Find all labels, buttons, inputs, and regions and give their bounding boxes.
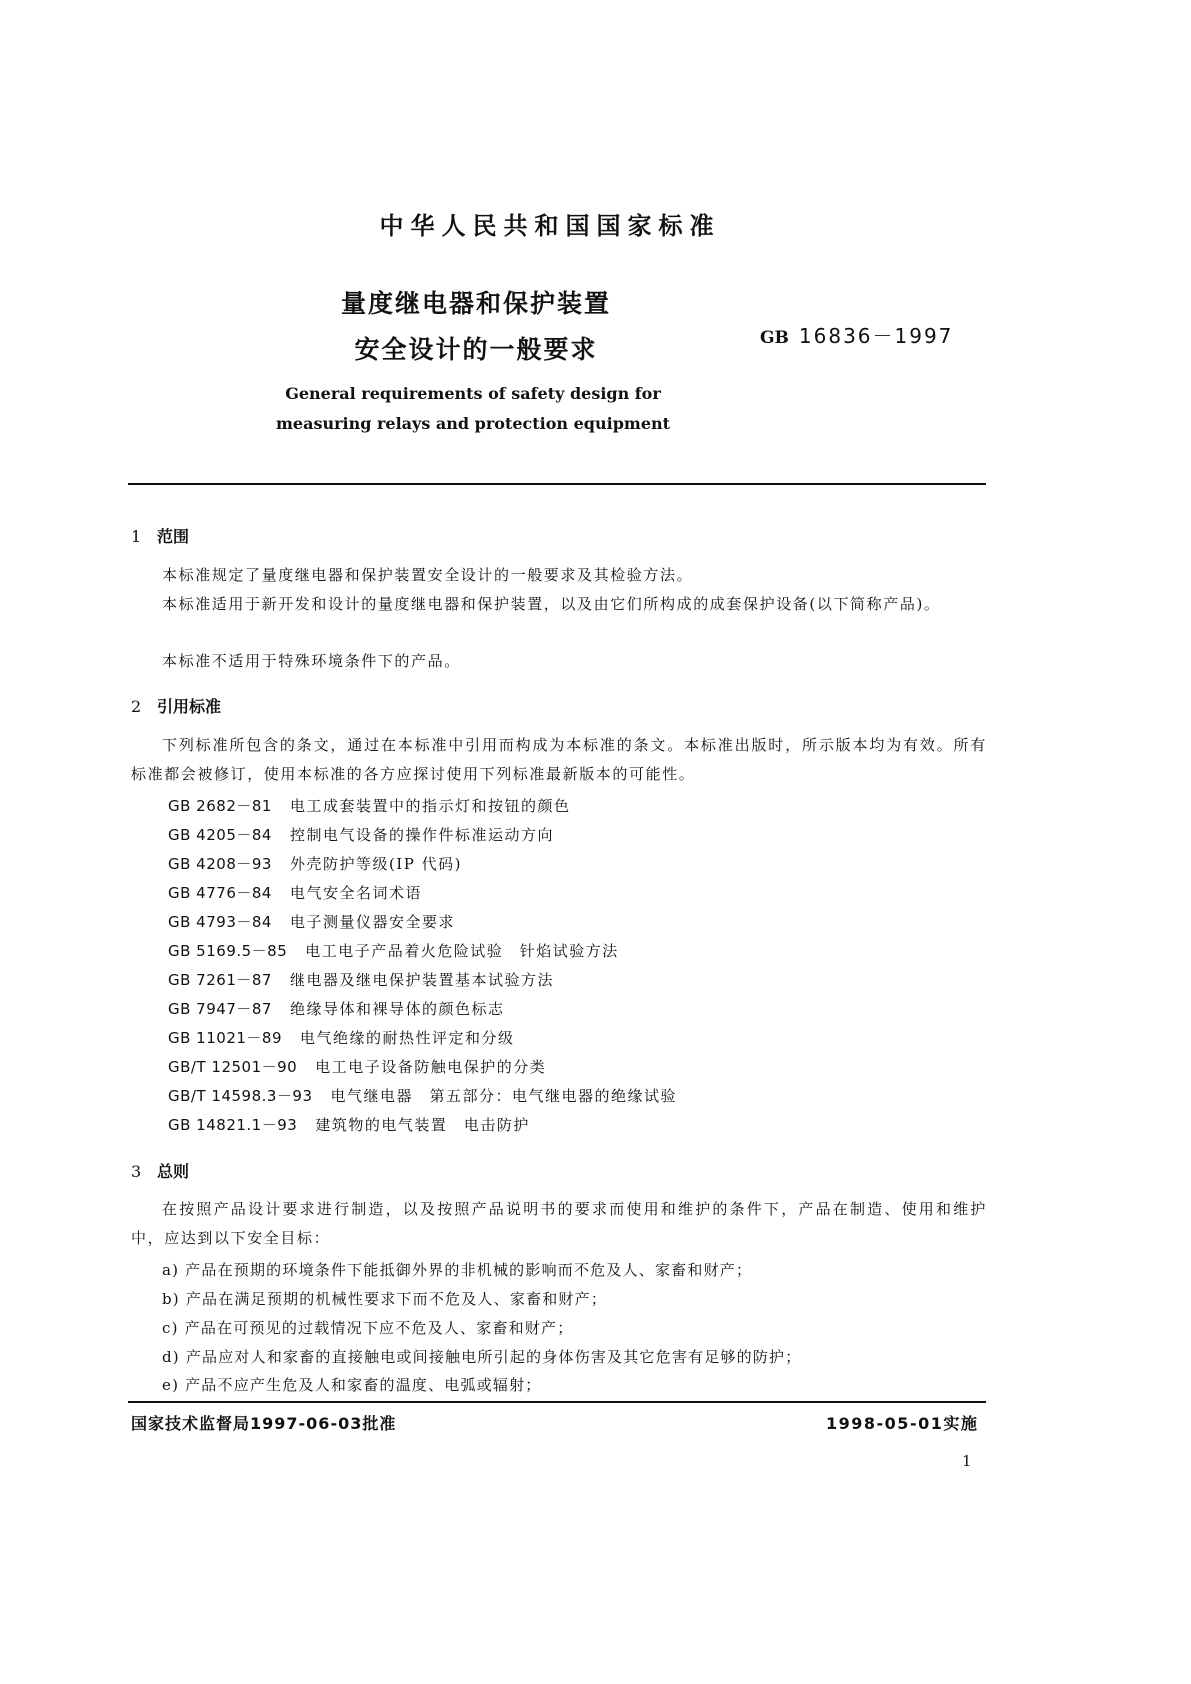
reference-item: [168, 853, 462, 874]
reference-item: [168, 824, 554, 845]
header-divider: [128, 483, 986, 485]
reference-title: 电工电子产品着火危险试验 针焰试验方法: [305, 942, 619, 960]
list-item: b) 产品在满足预期的机械性要求下而不危及人、家畜和财产；: [162, 1290, 608, 1308]
paragraph: 本标准适用于新开发和设计的量度继电器和保护装置，以及由它们所构成的成套保护设备(以下简称产品)。: [162, 595, 941, 613]
reference-item: [168, 940, 619, 961]
standard-title-line2: 安全设计的一般要求: [354, 335, 598, 364]
reference-code: GB 4205－84: [168, 826, 272, 844]
reference-code: GB 11021－89: [168, 1029, 282, 1047]
national-standard-header: 中华人民共和国国家标准: [379, 212, 721, 240]
standard-code-number: 16836－1997: [798, 324, 954, 348]
implementation-date: 1998-05-01实施: [826, 1414, 979, 1433]
section-heading-general: [131, 1159, 189, 1182]
reference-item: [168, 1056, 546, 1077]
reference-title: 电子测量仪器安全要求: [289, 913, 455, 931]
reference-item: [168, 1114, 530, 1135]
reference-item: [168, 998, 504, 1019]
reference-code: GB 2682－81: [168, 797, 272, 815]
list-item: c) 产品在可预见的过载情况下应不危及人、家畜和财产；: [162, 1319, 574, 1337]
paragraph: 下列标准所包含的条文，通过在本标准中引用而构成为本标准的条文。本标准出版时，所示版本均为有效。所有标准都会被修订，使用本标准的各方应探讨使用下列标准最新版本的可能性。: [131, 736, 987, 783]
reference-code: GB 7261－87: [168, 971, 272, 989]
section-number: 1: [131, 527, 142, 546]
reference-item: [168, 795, 570, 816]
reference-title: 外壳防护等级(IP 代码): [289, 855, 462, 873]
reference-code: GB 4793－84: [168, 913, 272, 931]
list-item: a) 产品在预期的环境条件下能抵御外界的非机械的影响而不危及人、家畜和财产；: [162, 1261, 753, 1279]
section-number: 3: [131, 1162, 142, 1181]
standard-title-line1: 量度继电器和保护装置: [340, 289, 611, 318]
reference-item: [168, 882, 422, 903]
reference-item: [168, 1027, 515, 1048]
reference-title: 电气绝缘的耐热性评定和分级: [300, 1029, 515, 1047]
footer-divider: [128, 1401, 986, 1403]
reference-item: [168, 1085, 677, 1106]
reference-code: GB 4776－84: [168, 884, 272, 902]
list-item: e) 产品不应产生危及人和家畜的温度、电弧或辐射；: [162, 1376, 542, 1394]
reference-item: [168, 911, 455, 932]
reference-title: 继电器及继电保护装置基本试验方法: [289, 971, 554, 989]
section-title: 总则: [157, 1162, 190, 1181]
list-item: d) 产品应对人和家畜的直接触电或间接触电所引起的身体伤害及其它危害有足够的防护；: [162, 1348, 802, 1366]
paragraph: 本标准规定了量度继电器和保护装置安全设计的一般要求及其检验方法。: [162, 566, 694, 584]
reference-code: GB 4208－93: [168, 855, 272, 873]
section-title: 范围: [157, 527, 190, 546]
reference-title: 电气安全名词术语: [289, 884, 422, 902]
section-heading-normative-references: [131, 694, 221, 717]
reference-title: 建筑物的电气装置 电击防护: [315, 1116, 530, 1134]
standard-code-prefix: GB: [760, 328, 789, 348]
paragraph: 本标准不适用于特殊环境条件下的产品。: [162, 652, 461, 670]
reference-title: 电工电子设备防触电保护的分类: [315, 1058, 547, 1076]
reference-item: [168, 969, 554, 990]
reference-code: GB 14821.1－93: [168, 1116, 298, 1134]
reference-title: 绝缘导体和裸导体的颜色标志: [289, 1000, 505, 1018]
section-title: 引用标准: [157, 697, 222, 716]
english-title-line2: measuring relays and protection equipment: [275, 414, 671, 433]
section-heading-scope: [131, 524, 189, 547]
reference-title: 电工成套装置中的指示灯和按钮的颜色: [289, 797, 571, 815]
reference-code: GB/T 12501－90: [168, 1058, 298, 1076]
page-number: 1: [962, 1452, 972, 1470]
reference-code: GB 7947－87: [168, 1000, 272, 1018]
paragraph: 在按照产品设计要求进行制造，以及按照产品说明书的要求而使用和维护的条件下，产品在制造、使用和维护中，应达到以下安全目标：: [131, 1200, 987, 1247]
section-number: 2: [131, 697, 142, 716]
reference-title: 控制电气设备的操作件标准运动方向: [289, 826, 554, 844]
reference-code: GB 5169.5－85: [168, 942, 288, 960]
standard-code: [760, 320, 953, 349]
english-title-line1: General requirements of safety design for: [285, 384, 661, 403]
reference-title: 电气继电器 第五部分：电气继电器的绝缘试验: [330, 1087, 678, 1105]
reference-code: GB/T 14598.3－93: [168, 1087, 313, 1105]
approval-date: 国家技术监督局1997-06-03批准: [131, 1414, 397, 1433]
